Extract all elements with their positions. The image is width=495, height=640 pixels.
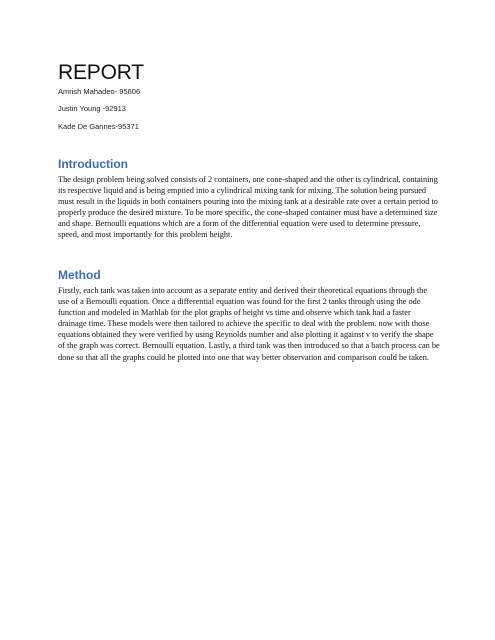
author-line: Amrish Mahadeo- 95606 [58,87,141,96]
method-heading: Method [58,268,101,282]
author-line: Kade De Gannes-95371 [58,122,139,131]
method-paragraph: Firstly, each tank was taken into account as a separate entity and derived their theoretical equations through the use of a Bernoulli equation. Once a differential equation was found for the first 2 tanks through using the ode function and modeled in Mathlab for the plot graphs of height vs time and observe which tank had a faster drainage time. These models were then tailored to achieve the specific to deal with the problem. now with those equations obtained they were verified by using Reynolds number and also plotting it against v to verify the shape of the graph was correct. Bernoulli equation. Lastly, a third tank was then introduced so that a batch process can be done so that all the graphs could be plotted into one that way better observation and comparison could be taken. [58,286,440,362]
introduction-paragraph: The design problem being solved consists of 2 containers, one cone-shaped and the other is cylindrical, containing its respective liquid and is being emptied into a cylindrical mixing tank for mixing. The solution being pursued must result in the liquids in both containers pouring into the mixing tank at a desirable rate over a certain period to properly produce the desired mixture. To be more specific, the cone-shaped container must have a determined size and shape. Bernoulli equations which are a form of the differential equation were used to determine pressure, speed, and most importantly for this problem height. [58,175,438,240]
report-title: REPORT [58,61,144,84]
author-line: Justin Young -92913 [58,104,126,113]
introduction-heading: Introduction [58,157,128,171]
